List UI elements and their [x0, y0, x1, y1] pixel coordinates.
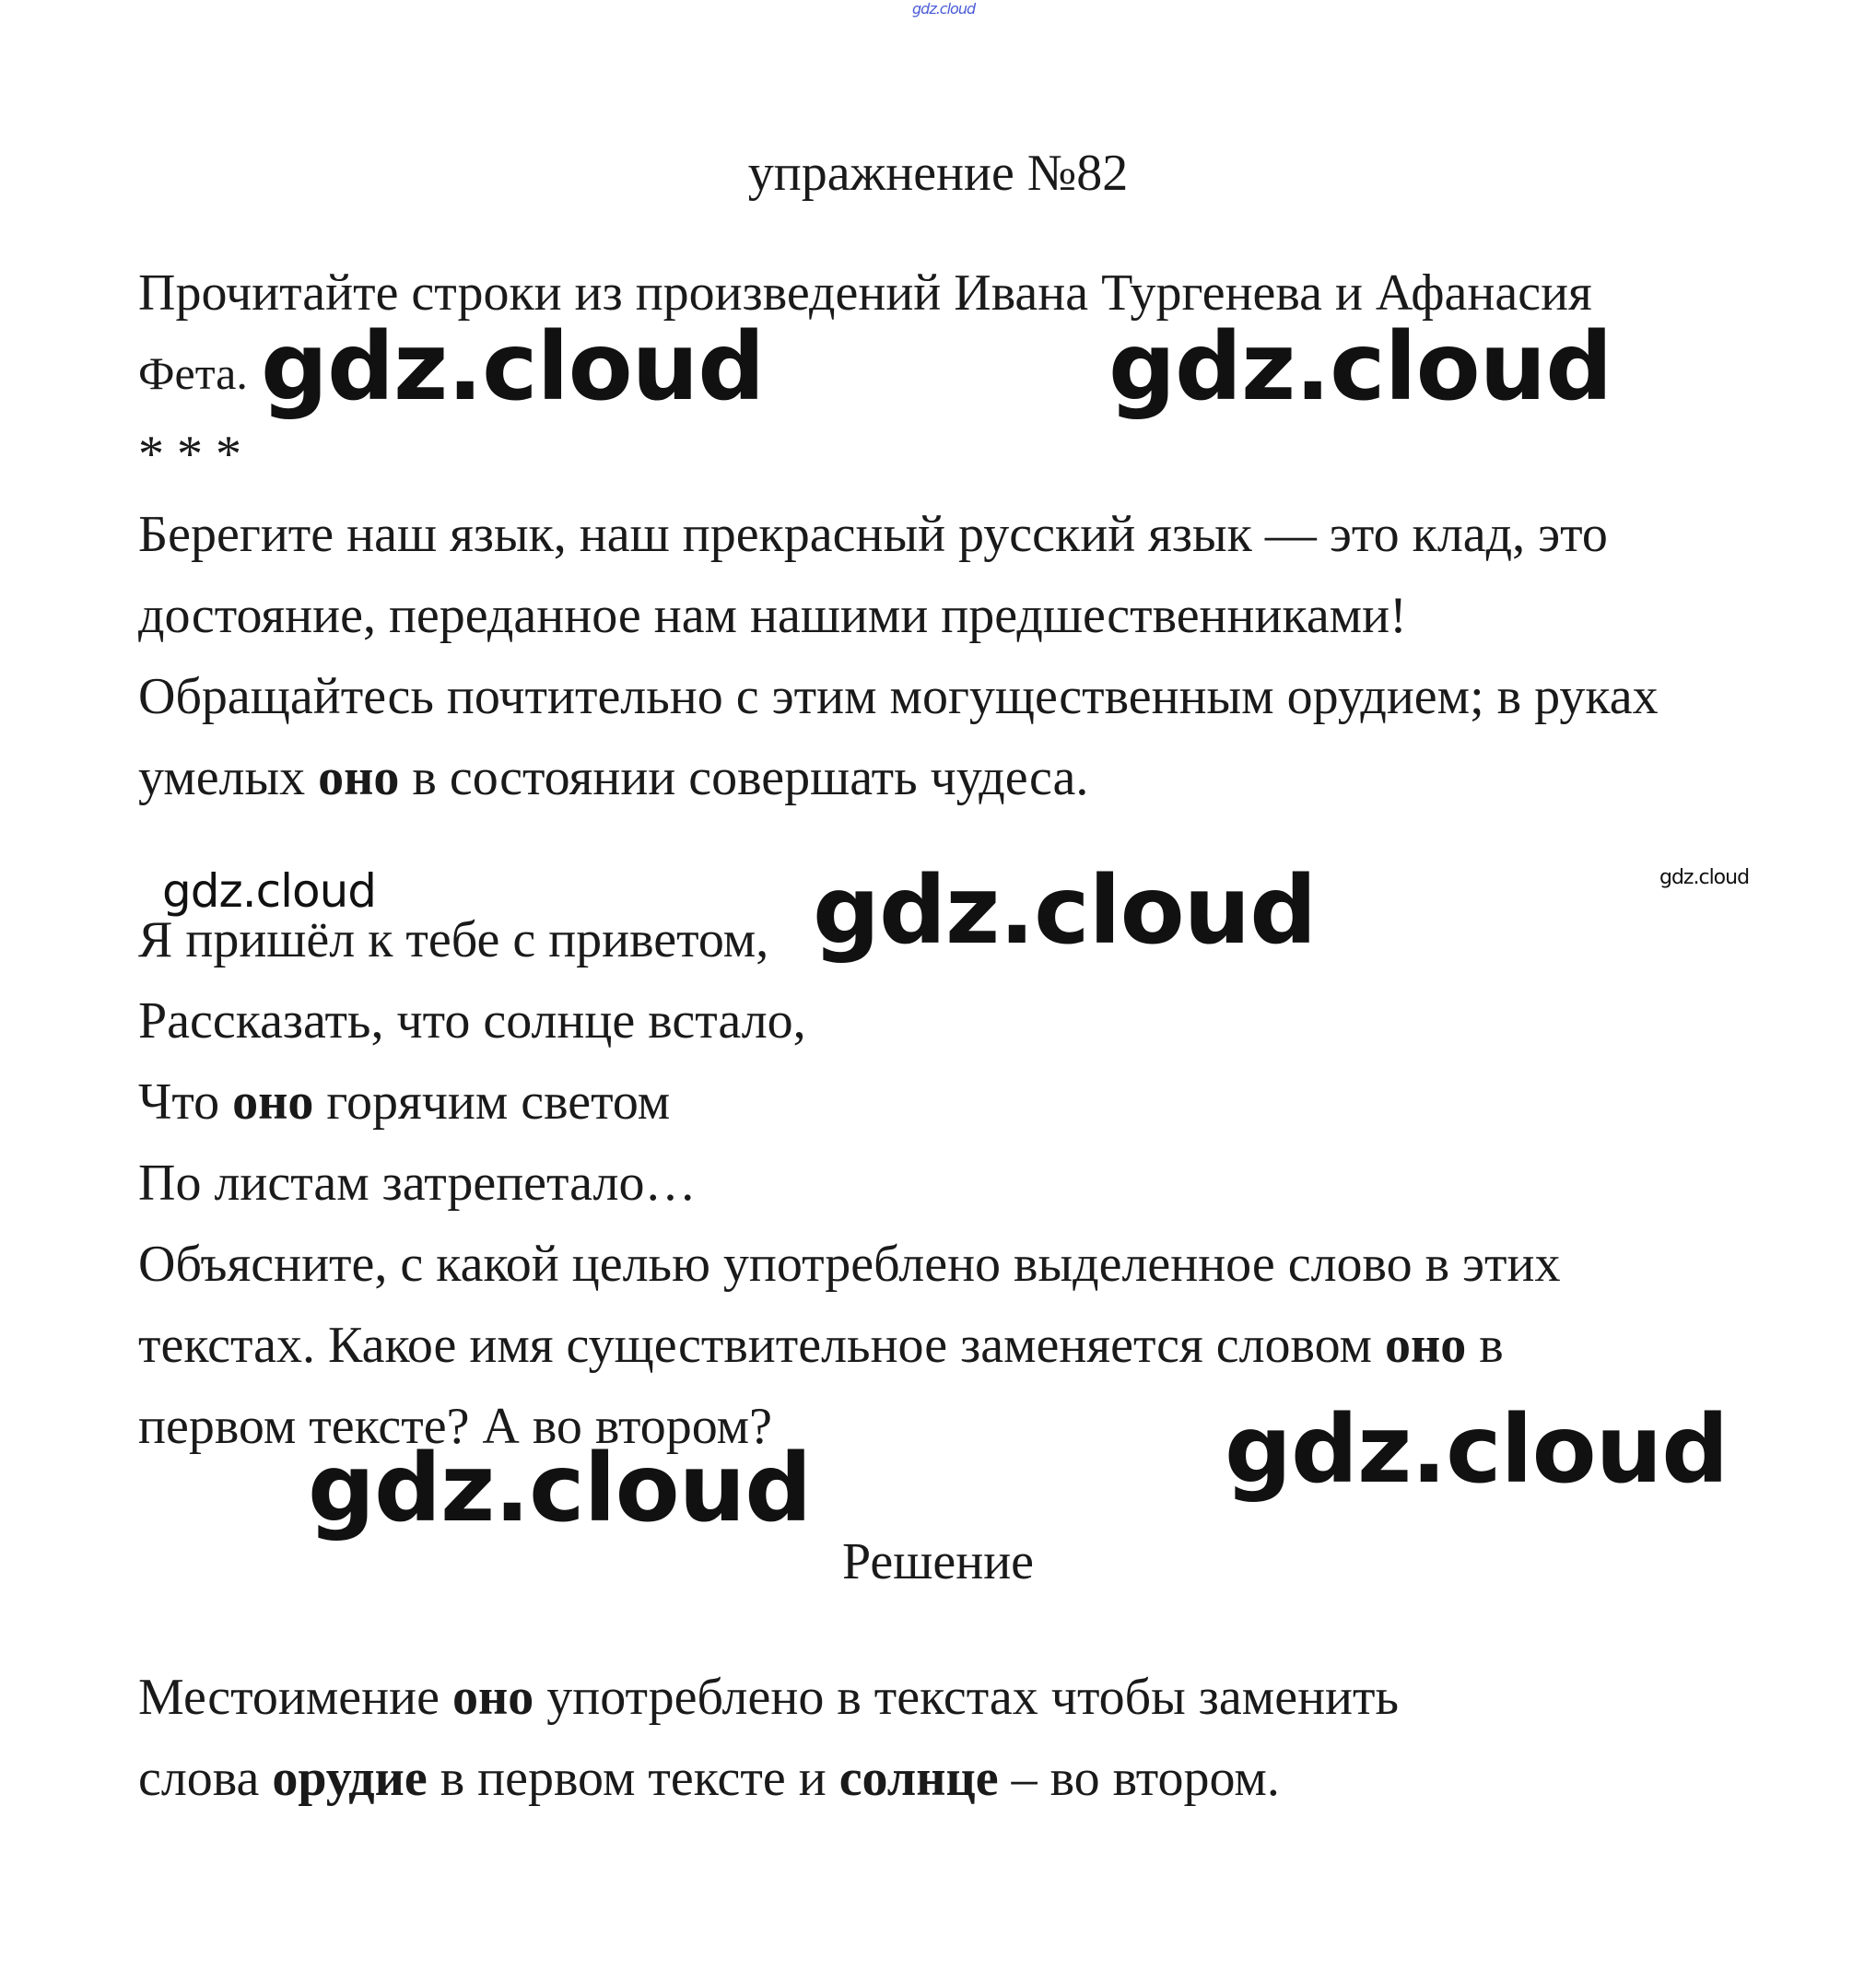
watermark-7: gdz.cloud	[308, 1434, 812, 1543]
watermark-6: gdz.cloud	[1225, 1395, 1729, 1505]
watermark-4: gdz.cloud	[813, 856, 1317, 966]
solution-line-2-before: слова	[138, 1750, 273, 1807]
solution-line-1-after: употреблено в текстах чтобы заменить	[533, 1669, 1400, 1726]
fet-line-3-after: горячим светом	[313, 1073, 671, 1131]
watermark-5: gdz.cloud	[1659, 866, 1750, 889]
turgenev-line-3: Обращайтесь почтительно с этим могущественным орудием; в руках	[138, 668, 1659, 725]
turgenev-line-2: достояние, переданное нам нашими предшественниками!	[138, 587, 1407, 644]
stars-separator: * * *	[138, 426, 241, 483]
fet-line-3	[138, 1073, 671, 1131]
task-intro-line-1: Прочитайте строки из произведений Ивана Тургенева и Афанасия	[138, 264, 1592, 322]
solution-line-1	[138, 1669, 1400, 1726]
fet-line-1: Я пришёл к тебе с приветом,	[138, 911, 769, 968]
turgenev-line-4-before: умелых	[138, 749, 319, 806]
highlighted-word-ono: оно	[451, 1669, 534, 1726]
watermark-top: gdz.cloud	[912, 0, 976, 18]
turgenev-line-4	[138, 749, 1089, 806]
highlighted-word-ono: оно	[1384, 1317, 1467, 1374]
solution-line-1-before: Местоимение	[138, 1669, 452, 1726]
question-line-2	[138, 1317, 1504, 1374]
solution-heading: Решение	[841, 1533, 1035, 1590]
highlighted-word-ono: оно	[232, 1073, 314, 1131]
answer-word-solntse: солнце	[838, 1750, 999, 1807]
turgenev-line-4-after: в состоянии совершать чудеса.	[399, 749, 1089, 806]
watermark-3: gdz.cloud	[162, 864, 377, 918]
question-line-1: Объясните, с какой целью употреблено выделенное слово в этих	[138, 1236, 1561, 1293]
solution-line-2	[138, 1750, 1280, 1807]
fet-line-4: По листам затрепетало…	[138, 1155, 697, 1212]
turgenev-line-1: Берегите наш язык, наш прекрасный русский язык — это клад, это	[138, 506, 1608, 563]
fet-line-2: Рассказать, что солнце встало,	[138, 992, 806, 1050]
question-line-2-before: текстах. Какое имя существительное заменяется словом	[138, 1317, 1385, 1374]
fet-line-3-before: Что	[138, 1073, 233, 1131]
exercise-title: упражнение №82	[747, 145, 1129, 202]
solution-line-2-mid: в первом тексте и	[427, 1750, 839, 1807]
task-intro-line-2: Фета.	[138, 347, 248, 399]
watermark-1: gdz.cloud	[261, 312, 765, 422]
answer-word-orudie: орудие	[272, 1750, 428, 1807]
question-line-2-after: в	[1466, 1317, 1504, 1374]
solution-line-2-after: – во втором.	[998, 1750, 1280, 1807]
highlighted-word-ono: оно	[318, 749, 400, 806]
watermark-2: gdz.cloud	[1108, 312, 1612, 422]
question-line-3: первом тексте? А во втором?	[138, 1398, 772, 1455]
